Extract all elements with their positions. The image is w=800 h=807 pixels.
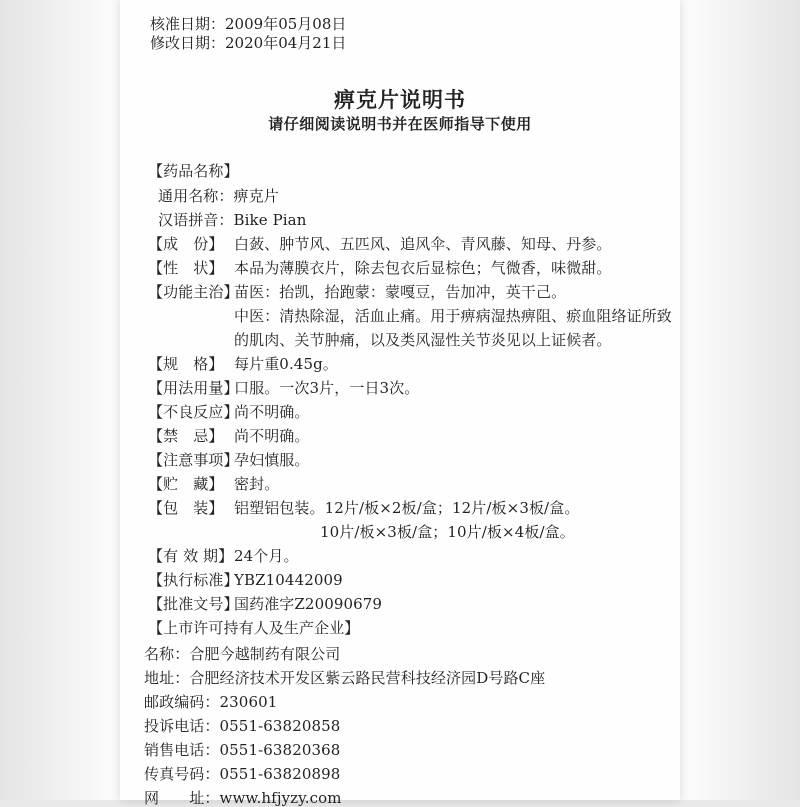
storage-line <box>148 475 279 493</box>
pinyin-label: 汉语拼音： <box>158 211 234 229</box>
website-line <box>144 789 342 807</box>
validity-value: 24个月。 <box>234 547 299 565</box>
contra-value: 尚不明确。 <box>234 427 310 445</box>
precautions-label: 【注意事项】 <box>148 451 239 469</box>
approval-date-label: 核准日期： <box>150 15 226 33</box>
pinyin-value: Bike Pian <box>233 211 307 229</box>
generic-name-line <box>158 187 279 205</box>
adverse-line <box>148 403 310 421</box>
address-label: 地址： <box>144 669 190 687</box>
indications-line-2: 中医：清热除湿，活血止痛。用于痹病湿热痹阻、瘀血阻络证所致 <box>234 307 672 325</box>
standard-label: 【执行标准】 <box>148 571 239 589</box>
document-title: 痹克片说明书 <box>334 88 466 112</box>
zip-line <box>144 693 277 711</box>
approval-date-value: 2009年05月08日 <box>225 15 347 33</box>
complaint-phone-value: 0551-63820858 <box>219 717 341 735</box>
contra-line <box>148 427 310 445</box>
complaint-phone-line <box>144 717 340 735</box>
usage-line <box>148 379 419 397</box>
properties-value: 本品为薄膜衣片，除去包衣后显棕色；气微香，味微甜。 <box>234 259 612 277</box>
ingredients-line <box>148 235 612 253</box>
storage-label: 【贮 藏】 <box>148 475 224 493</box>
fax-line <box>144 765 340 783</box>
indications-line-1 <box>148 283 566 301</box>
validity-line <box>148 547 299 565</box>
section-drug-name: 【药品名称】 <box>148 162 239 180</box>
ingredients-label: 【成 份】 <box>148 235 224 253</box>
package-value-1: 铝塑铝包装。12片/板×2板/盒；12片/板×3板/盒。 <box>234 499 580 517</box>
properties-label: 【性 状】 <box>148 259 224 277</box>
contra-label: 【禁 忌】 <box>148 427 224 445</box>
usage-value: 口服。一次3片，一日3次。 <box>234 379 420 397</box>
validity-label: 【有 效 期】 <box>148 547 234 565</box>
section-holder: 【上市许可持有人及生产企业】 <box>148 619 360 637</box>
company-name-value: 合肥今越制药有限公司 <box>189 645 341 663</box>
modify-date-line <box>150 34 346 52</box>
spec-line <box>148 355 338 373</box>
ingredients-value: 白蔹、肿节风、五匹风、追风伞、青风藤、知母、丹参。 <box>234 235 612 253</box>
usage-label: 【用法用量】 <box>148 379 239 397</box>
adverse-label: 【不良反应】 <box>148 403 239 421</box>
indications-miao: 苗医：抬凯，抬跑蒙：蒙嘎豆，告加冲，英干己。 <box>234 283 567 301</box>
sales-phone-line <box>144 741 340 759</box>
sales-phone-value: 0551-63820368 <box>219 741 341 759</box>
complaint-phone-label: 投诉电话： <box>144 717 220 735</box>
zip-value: 230601 <box>219 693 278 711</box>
fax-value: 0551-63820898 <box>219 765 341 783</box>
indications-label: 【功能主治】 <box>148 283 239 301</box>
spec-label: 【规 格】 <box>148 355 224 373</box>
zip-label: 邮政编码： <box>144 693 220 711</box>
website-value: www.hfjyzy.com <box>219 789 342 807</box>
website-label: 网 址： <box>144 789 220 807</box>
modify-date-value: 2020年04月21日 <box>225 34 347 52</box>
company-name-label: 名称： <box>144 645 190 663</box>
address-value: 合肥经济技术开发区紫云路民营科技经济园D号路C座 <box>189 669 546 687</box>
generic-name-value: 痹克片 <box>233 187 279 205</box>
adverse-value: 尚不明确。 <box>234 403 310 421</box>
approval-label: 【批准文号】 <box>148 595 239 613</box>
fax-label: 传真号码： <box>144 765 220 783</box>
approval-value: 国药准字Z20090679 <box>234 595 383 613</box>
modify-date-label: 修改日期： <box>150 34 226 52</box>
approval-line <box>148 595 382 613</box>
package-line-2: 10片/板×3板/盒；10片/板×4板/盒。 <box>320 523 575 541</box>
package-label: 【包 装】 <box>148 499 224 517</box>
precautions-line <box>148 451 310 469</box>
standard-line <box>148 571 343 589</box>
sales-phone-label: 销售电话： <box>144 741 220 759</box>
generic-name-label: 通用名称： <box>158 187 234 205</box>
precautions-value: 孕妇慎服。 <box>234 451 310 469</box>
spec-value: 每片重0.45g。 <box>234 355 338 373</box>
pinyin-line <box>158 211 306 229</box>
document-subtitle: 请仔细阅读说明书并在医师指导下使用 <box>268 115 532 133</box>
approval-date-line <box>150 15 346 33</box>
package-line-1 <box>148 499 579 517</box>
properties-line <box>148 259 612 277</box>
indications-line-3: 的肌肉、关节肿痛，以及类风湿性关节炎见以上证候者。 <box>234 331 612 349</box>
address-line <box>144 669 545 687</box>
standard-value: YBZ10442009 <box>234 571 343 589</box>
storage-value: 密封。 <box>234 475 280 493</box>
company-name-line <box>144 645 340 663</box>
